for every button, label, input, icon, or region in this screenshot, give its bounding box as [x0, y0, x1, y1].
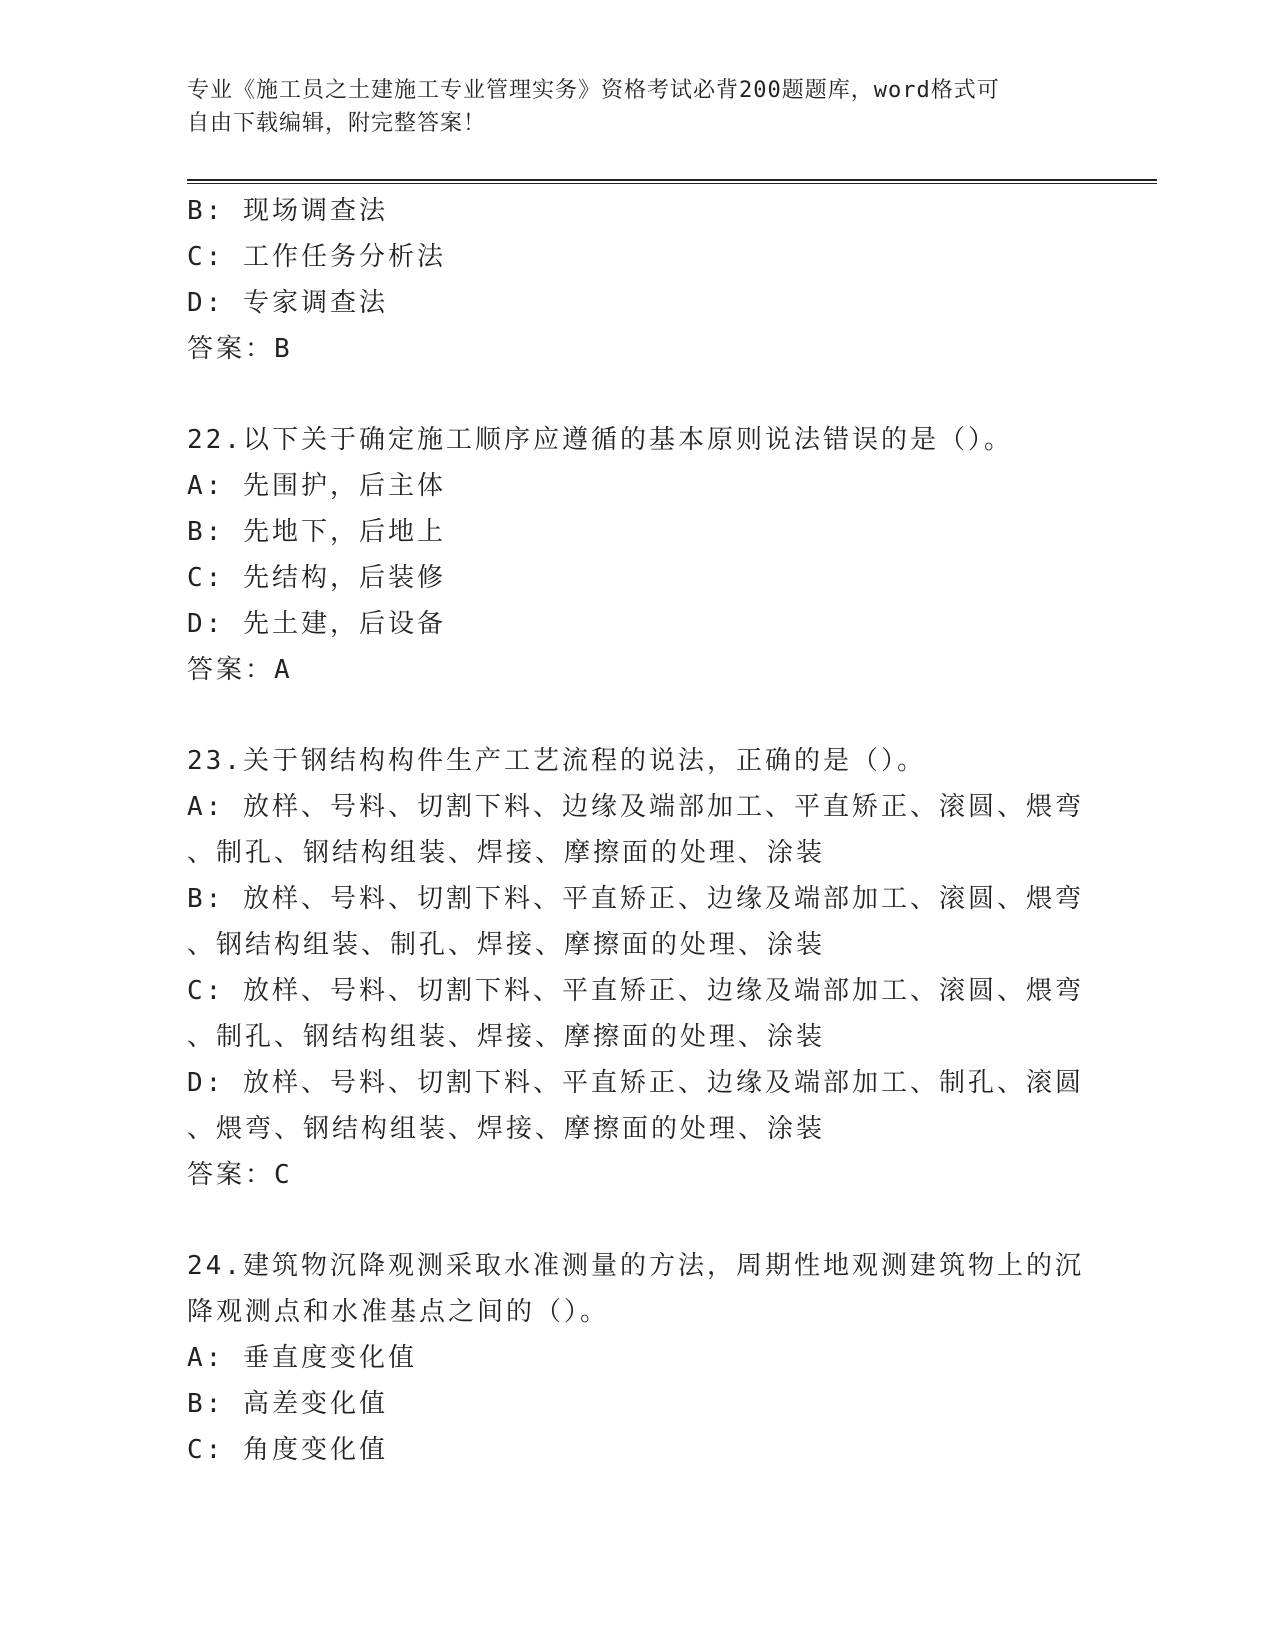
q23-answer: 答案：C: [187, 1160, 293, 1190]
q22-option-d: D: 先土建，后设备: [187, 609, 446, 639]
q22-option-b: B: 先地下，后地上: [187, 517, 446, 547]
q22-answer: 答案：A: [187, 655, 293, 685]
q23-option-b-line-2: 、钢结构组装、制孔、焊接、摩擦面的处理、涂装: [187, 930, 826, 960]
header-line-1: 专业《施工员之土建施工专业管理实务》资格考试必背200题题库，word格式可: [187, 78, 1000, 103]
spacer: [187, 372, 1087, 417]
q24-stem-line-2: 降观测点和水准基点之间的（）。: [187, 1297, 610, 1327]
q23-option-d-line-1: D: 放样、号料、切割下料、平直矫正、边缘及端部加工、制孔、滚圆: [187, 1068, 1084, 1098]
q22-option-a: A: 先围护，后主体: [187, 471, 446, 501]
q21-answer: 答案：B: [187, 334, 293, 364]
q22-option-c: C: 先结构，后装修: [187, 563, 446, 593]
page-header: [187, 74, 1087, 140]
header-line-2: 自由下载编辑，附完整答案！: [187, 111, 487, 136]
question-content: [187, 188, 1087, 1473]
q24-stem-line-1: 24.建筑物沉降观测采取水准测量的方法，周期性地观测建筑物上的沉: [187, 1251, 1084, 1281]
q24-option-c: C: 角度变化值: [187, 1435, 388, 1465]
q23-option-a-line-1: A: 放样、号料、切割下料、边缘及端部加工、平直矫正、滚圆、煨弯: [187, 792, 1084, 822]
q24-option-b: B: 高差变化值: [187, 1389, 388, 1419]
q21-option-d: D: 专家调查法: [187, 288, 388, 318]
spacer: [187, 1198, 1087, 1243]
q23-option-c-line-1: C: 放样、号料、切割下料、平直矫正、边缘及端部加工、滚圆、煨弯: [187, 976, 1084, 1006]
q23-option-d-line-2: 、煨弯、钢结构组装、焊接、摩擦面的处理、涂装: [187, 1114, 826, 1144]
question-23: [187, 738, 1087, 1198]
q24-option-a: A: 垂直度变化值: [187, 1343, 417, 1373]
q23-option-c-line-2: 、制孔、钢结构组装、焊接、摩擦面的处理、涂装: [187, 1022, 826, 1052]
q23-stem: 23.关于钢结构构件生产工艺流程的说法，正确的是（）。: [187, 746, 926, 776]
q23-option-b-line-1: B: 放样、号料、切割下料、平直矫正、边缘及端部加工、滚圆、煨弯: [187, 884, 1084, 914]
spacer: [187, 693, 1087, 738]
q22-stem: 22.以下关于确定施工顺序应遵循的基本原则说法错误的是（）。: [187, 425, 1013, 455]
q21-option-c: C: 工作任务分析法: [187, 242, 446, 272]
q23-option-a-line-2: 、制孔、钢结构组装、焊接、摩擦面的处理、涂装: [187, 838, 826, 868]
header-divider: [187, 179, 1157, 184]
question-24: [187, 1243, 1087, 1473]
question-22: [187, 417, 1087, 693]
q21-option-b: B: 现场调查法: [187, 196, 388, 226]
question-21-tail: [187, 188, 1087, 372]
